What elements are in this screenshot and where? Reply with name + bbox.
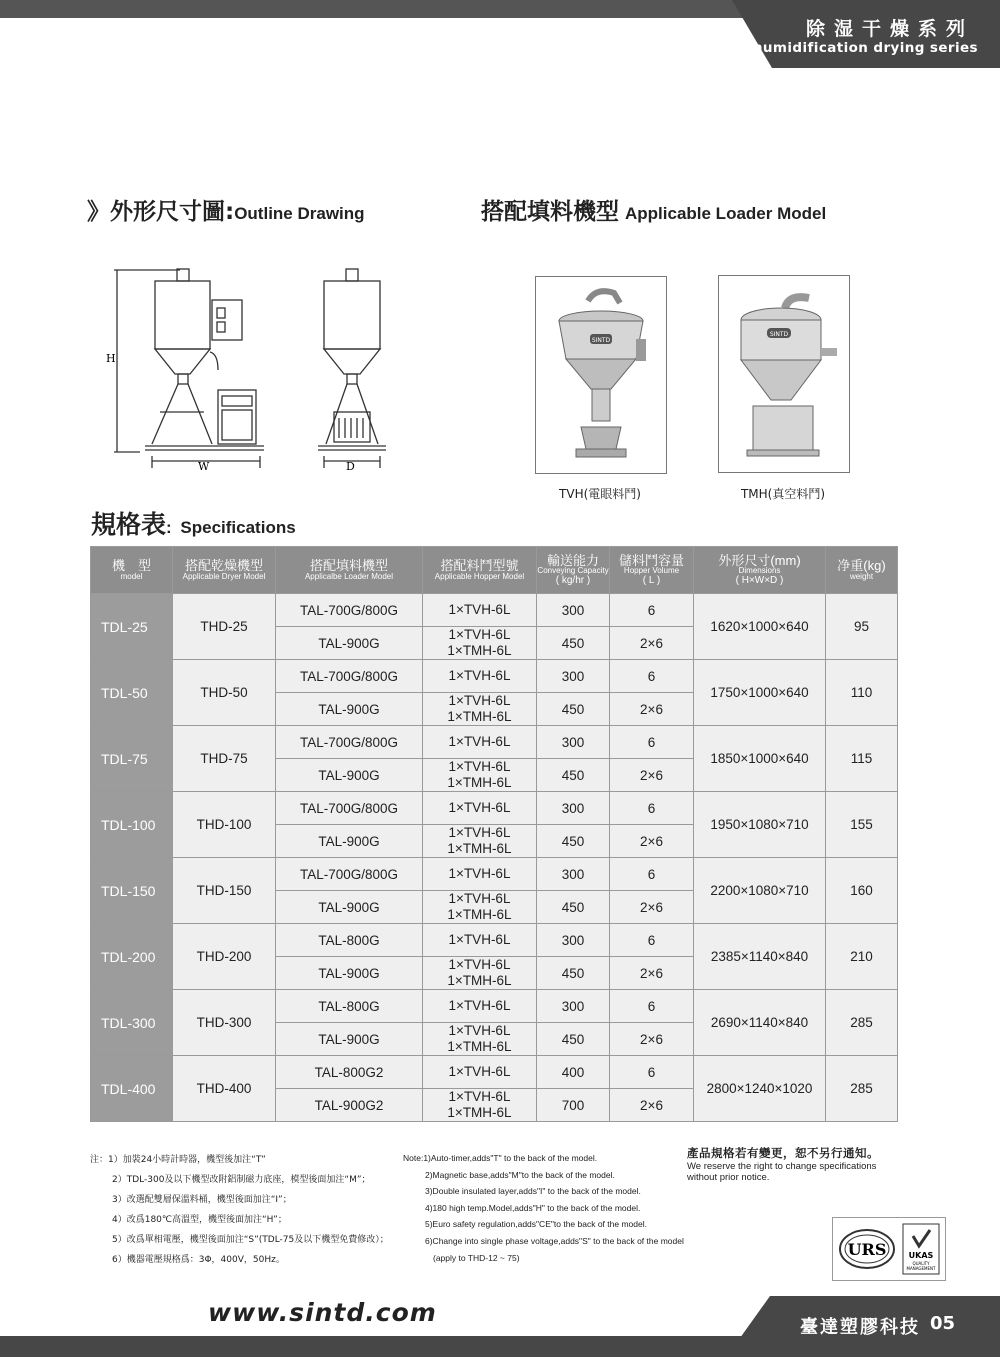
spec-header-en: Hopper Volume bbox=[623, 566, 680, 576]
loader-cell: TAL-900G bbox=[276, 1023, 423, 1056]
loader-cell: TAL-800G2 bbox=[276, 1056, 423, 1089]
dryer-cell: THD-150 bbox=[173, 858, 276, 924]
certification-logos bbox=[833, 1218, 945, 1280]
table-row bbox=[91, 660, 898, 693]
outline-heading-cn: 》外形尺寸圖: bbox=[87, 199, 235, 225]
volume-cell: 2×6 bbox=[610, 759, 694, 792]
spec-header-cn: 機 型 bbox=[111, 557, 151, 573]
capacity-cell: 300 bbox=[537, 594, 610, 627]
tmh-brand-label: SINTD bbox=[769, 331, 789, 338]
capacity-cell: 300 bbox=[537, 924, 610, 957]
loader-heading bbox=[481, 193, 826, 226]
page-number: 05 bbox=[929, 1313, 955, 1334]
dryer-cell: THD-200 bbox=[173, 924, 276, 990]
hopper-line-2: 1×TMH-6L bbox=[447, 709, 512, 724]
weight-cell: 160 bbox=[826, 858, 898, 924]
ukas-sub-1: QUALITY bbox=[912, 1261, 930, 1266]
capacity-cell: 300 bbox=[537, 858, 610, 891]
volume-cell: 2×6 bbox=[610, 825, 694, 858]
series-title-en: Dehumidification drying series bbox=[731, 40, 978, 56]
loader-cell: TAL-700G/800G bbox=[276, 858, 423, 891]
dryer-cell: THD-75 bbox=[173, 726, 276, 792]
hopper-line-2: 1×TMH-6L bbox=[447, 775, 512, 790]
loader-heading-cn: 搭配填料機型 bbox=[481, 199, 619, 225]
capacity-cell: 700 bbox=[537, 1089, 610, 1122]
spec-header-cn: 搭配填料機型 bbox=[309, 557, 388, 573]
outline-heading bbox=[87, 193, 365, 226]
spec-header-en: Applicable Hopper Model bbox=[434, 571, 525, 581]
hopper-line-1: 1×TVH-6L bbox=[448, 602, 511, 617]
loader-heading-en: Applicable Loader Model bbox=[625, 204, 827, 223]
hopper-line-1: 1×TVH-6L bbox=[448, 800, 511, 815]
volume-cell: 6 bbox=[610, 990, 694, 1023]
certification-box bbox=[832, 1217, 946, 1281]
loader-cell: TAL-900G2 bbox=[276, 1089, 423, 1122]
hopper-line-1: 1×TVH-6L bbox=[448, 627, 511, 642]
dimensions-cell: 1620×1000×640 bbox=[694, 594, 826, 660]
loader-cell: TAL-700G/800G bbox=[276, 660, 423, 693]
weight-cell: 95 bbox=[826, 594, 898, 660]
hopper-cell bbox=[423, 594, 537, 627]
spec-header-en: Conveying Capacity bbox=[537, 566, 609, 576]
spec-header-en: Dimensions bbox=[738, 566, 781, 576]
spec-header-4 bbox=[537, 547, 610, 594]
note-cn-2: 2）TDL-300及以下機型改附鋁制磁力底座，模型後面加注“M”； bbox=[112, 1175, 371, 1185]
hopper-line-1: 1×TVH-6L bbox=[448, 1023, 511, 1038]
weight-cell: 110 bbox=[826, 660, 898, 726]
table-row bbox=[91, 858, 898, 891]
capacity-cell: 450 bbox=[537, 759, 610, 792]
spec-header-6 bbox=[694, 547, 826, 594]
series-title-cn: 除湿干燥系列 bbox=[805, 18, 974, 40]
hopper-line-2: 1×TMH-6L bbox=[447, 1039, 512, 1054]
volume-cell: 6 bbox=[610, 726, 694, 759]
dryer-cell: THD-100 bbox=[173, 792, 276, 858]
spec-header-cn: 搭配乾燥機型 bbox=[184, 557, 263, 573]
dimensions-cell: 1950×1080×710 bbox=[694, 792, 826, 858]
model-cell: TDL-75 bbox=[91, 726, 173, 792]
loader-cell: TAL-700G/800G bbox=[276, 726, 423, 759]
spec-header-row bbox=[91, 547, 898, 594]
tvh-brand-label: SINTD bbox=[591, 337, 611, 344]
weight-cell: 115 bbox=[826, 726, 898, 792]
volume-cell: 2×6 bbox=[610, 1089, 694, 1122]
loader-cell: TAL-900G bbox=[276, 693, 423, 726]
loader-cell: TAL-700G/800G bbox=[276, 792, 423, 825]
note-cn-3: 3）改選配雙層保溫料桶，機型後面加注“I”； bbox=[112, 1195, 292, 1205]
model-cell: TDL-300 bbox=[91, 990, 173, 1056]
outline-drawing-front bbox=[100, 262, 280, 477]
spec-table bbox=[90, 546, 898, 1122]
label-d: D bbox=[346, 460, 355, 473]
hopper-line-1: 1×TVH-6L bbox=[448, 1089, 511, 1104]
dimensions-cell: 2690×1140×840 bbox=[694, 990, 826, 1056]
spec-header-unit: ( L ) bbox=[642, 574, 661, 586]
note-en-2: 2)Magnetic base,adds"M"to the back of the model. bbox=[425, 1169, 615, 1180]
note-en-5: 5)Euro safety regulation,adds"CE"to the back of the model. bbox=[425, 1219, 647, 1230]
dryer-cell: THD-300 bbox=[173, 990, 276, 1056]
weight-cell: 155 bbox=[826, 792, 898, 858]
dimensions-cell: 2800×1240×1020 bbox=[694, 1056, 826, 1122]
spec-heading-en: Specifications bbox=[180, 518, 296, 537]
hopper-cell bbox=[423, 792, 537, 825]
loader-cell: TAL-700G/800G bbox=[276, 594, 423, 627]
hopper-line-2: 1×TMH-6L bbox=[447, 973, 512, 988]
weight-cell: 285 bbox=[826, 1056, 898, 1122]
weight-cell: 285 bbox=[826, 990, 898, 1056]
dimensions-cell: 1750×1000×640 bbox=[694, 660, 826, 726]
hopper-cell bbox=[423, 627, 537, 660]
hopper-line-1: 1×TVH-6L bbox=[448, 1064, 511, 1079]
weight-cell: 210 bbox=[826, 924, 898, 990]
hopper-line-2: 1×TMH-6L bbox=[447, 907, 512, 922]
notes-cn bbox=[90, 1150, 389, 1270]
spec-body bbox=[91, 594, 898, 1122]
loader-cell: TAL-800G bbox=[276, 924, 423, 957]
spec-header-en: Applicable Dryer Model bbox=[182, 571, 266, 581]
volume-cell: 2×6 bbox=[610, 627, 694, 660]
hopper-line-1: 1×TVH-6L bbox=[448, 734, 511, 749]
caption-tvh: TVH(電眼料鬥) bbox=[559, 487, 641, 501]
note-en-6: 6)Change into single phase voltage,adds"S" to the back of the model bbox=[425, 1235, 684, 1246]
capacity-cell: 450 bbox=[537, 891, 610, 924]
note-en-4: 4)180 high temp.Model,adds"H" to the back of the model. bbox=[425, 1202, 641, 1213]
model-cell: TDL-150 bbox=[91, 858, 173, 924]
note-cn-4: 4）改爲180℃高溫型，機型後面加注“H”； bbox=[112, 1215, 287, 1225]
volume-cell: 2×6 bbox=[610, 891, 694, 924]
spec-header-cn: 净重(kg) bbox=[837, 557, 886, 573]
spec-heading bbox=[91, 505, 296, 541]
hopper-cell bbox=[423, 1056, 537, 1089]
hopper-cell bbox=[423, 693, 537, 726]
hopper-line-1: 1×TVH-6L bbox=[448, 957, 511, 972]
ukas-logo-text: UKAS bbox=[908, 1251, 934, 1260]
urs-logo-text: URS bbox=[847, 1240, 887, 1259]
dryer-cell: THD-25 bbox=[173, 594, 276, 660]
capacity-cell: 300 bbox=[537, 792, 610, 825]
hopper-line-1: 1×TVH-6L bbox=[448, 825, 511, 840]
reserve-notice-en: We reserve the right to change specifications without prior notice. bbox=[687, 1161, 877, 1183]
volume-cell: 6 bbox=[610, 594, 694, 627]
hopper-cell bbox=[423, 726, 537, 759]
table-row bbox=[91, 792, 898, 825]
hopper-line-1: 1×TVH-6L bbox=[448, 891, 511, 906]
spec-heading-sep: : bbox=[166, 518, 172, 537]
hopper-line-2: 1×TMH-6L bbox=[447, 643, 512, 658]
volume-cell: 2×6 bbox=[610, 1023, 694, 1056]
caption-tmh: TMH(真空料鬥) bbox=[740, 487, 826, 501]
spec-header-cn: 搭配料鬥型號 bbox=[440, 557, 519, 573]
capacity-cell: 450 bbox=[537, 1023, 610, 1056]
model-cell: TDL-100 bbox=[91, 792, 173, 858]
spec-header-unit: ( H×W×D ) bbox=[735, 574, 784, 586]
loader-cell: TAL-800G bbox=[276, 990, 423, 1023]
dryer-cell: THD-50 bbox=[173, 660, 276, 726]
volume-cell: 6 bbox=[610, 660, 694, 693]
table-row bbox=[91, 990, 898, 1023]
loader-cell: TAL-900G bbox=[276, 627, 423, 660]
table-row bbox=[91, 924, 898, 957]
capacity-cell: 400 bbox=[537, 1056, 610, 1089]
loader-cell: TAL-900G bbox=[276, 759, 423, 792]
notes-en bbox=[403, 1150, 684, 1266]
spec-header-cn: 外形尺寸(mm) bbox=[718, 552, 801, 568]
reserve-notice-cn: 產品規格若有變更，恕不另行通知。 bbox=[687, 1146, 879, 1160]
hopper-line-1: 1×TVH-6L bbox=[448, 759, 511, 774]
spec-header-2 bbox=[276, 547, 423, 594]
capacity-cell: 300 bbox=[537, 660, 610, 693]
volume-cell: 6 bbox=[610, 858, 694, 891]
hopper-line-1: 1×TVH-6L bbox=[448, 866, 511, 881]
spec-header-7 bbox=[826, 547, 898, 594]
dimensions-cell: 2385×1140×840 bbox=[694, 924, 826, 990]
website-url[interactable]: www.sintd.com bbox=[208, 1298, 437, 1327]
hopper-cell bbox=[423, 660, 537, 693]
note-cn-1: 注：1）加裝24小時計時器，機型後加注“T” bbox=[90, 1155, 266, 1165]
hopper-line-1: 1×TVH-6L bbox=[448, 668, 511, 683]
table-row bbox=[91, 594, 898, 627]
capacity-cell: 450 bbox=[537, 627, 610, 660]
hopper-cell bbox=[423, 924, 537, 957]
company-name: 臺達塑膠科技 bbox=[800, 1317, 920, 1338]
hopper-cell bbox=[423, 1089, 537, 1122]
capacity-cell: 300 bbox=[537, 726, 610, 759]
hopper-cell bbox=[423, 990, 537, 1023]
model-cell: TDL-50 bbox=[91, 660, 173, 726]
note-cn-6: 6）機器電壓規格爲：3Φ，400V，50Hz。 bbox=[112, 1255, 285, 1265]
note-en-3: 3)Double insulated layer,adds"I" to the back of the model. bbox=[425, 1186, 641, 1197]
loader-cell: TAL-900G bbox=[276, 891, 423, 924]
hopper-cell bbox=[423, 759, 537, 792]
spec-header-en: model bbox=[120, 571, 143, 581]
tmh-loader-image bbox=[719, 276, 849, 472]
hopper-line-2: 1×TMH-6L bbox=[447, 1105, 512, 1120]
spec-header-1 bbox=[173, 547, 276, 594]
table-row bbox=[91, 726, 898, 759]
hopper-cell bbox=[423, 1023, 537, 1056]
spec-header-en: weight bbox=[849, 571, 874, 581]
spec-header-cn: 儲料鬥容量 bbox=[618, 552, 684, 568]
spec-header-cn: 輸送能力 bbox=[546, 552, 599, 568]
spec-header-en: Applicalbe Loader Model bbox=[304, 571, 394, 581]
capacity-cell: 450 bbox=[537, 693, 610, 726]
model-cell: TDL-400 bbox=[91, 1056, 173, 1122]
hopper-cell bbox=[423, 957, 537, 990]
photo-tmh bbox=[718, 275, 850, 473]
spec-heading-cn: 規格表 bbox=[91, 510, 167, 539]
note-en-7: (apply to THD-12 ~ 75) bbox=[433, 1252, 520, 1263]
volume-cell: 2×6 bbox=[610, 957, 694, 990]
hopper-cell bbox=[423, 858, 537, 891]
capacity-cell: 450 bbox=[537, 957, 610, 990]
dimensions-cell: 1850×1000×640 bbox=[694, 726, 826, 792]
note-en-1: Note:1)Auto-timer,adds"T" to the back of the model. bbox=[403, 1153, 598, 1163]
capacity-cell: 300 bbox=[537, 990, 610, 1023]
spec-header-unit: ( kg/hr ) bbox=[555, 574, 591, 586]
spec-header-0 bbox=[91, 547, 173, 594]
spec-header-3 bbox=[423, 547, 537, 594]
model-cell: TDL-200 bbox=[91, 924, 173, 990]
table-row bbox=[91, 1056, 898, 1089]
hopper-line-1: 1×TVH-6L bbox=[448, 693, 511, 708]
note-cn-5: 5）改爲單相電壓，機型後面加注“S”(TDL-75及以下機型免費修改）； bbox=[112, 1235, 389, 1245]
volume-cell: 6 bbox=[610, 792, 694, 825]
ukas-sub-2: MANAGEMENT bbox=[906, 1266, 936, 1271]
outline-drawing-side bbox=[308, 262, 398, 477]
outline-heading-en: Outline Drawing bbox=[234, 204, 365, 223]
loader-cell: TAL-900G bbox=[276, 957, 423, 990]
volume-cell: 6 bbox=[610, 924, 694, 957]
photo-tvh bbox=[535, 276, 667, 474]
hopper-line-1: 1×TVH-6L bbox=[448, 932, 511, 947]
model-cell: TDL-25 bbox=[91, 594, 173, 660]
label-w: W bbox=[198, 460, 210, 473]
hopper-line-1: 1×TVH-6L bbox=[448, 998, 511, 1013]
tvh-loader-image bbox=[536, 277, 666, 473]
label-h: H bbox=[106, 352, 116, 365]
volume-cell: 2×6 bbox=[610, 693, 694, 726]
hopper-line-2: 1×TMH-6L bbox=[447, 841, 512, 856]
loader-cell: TAL-900G bbox=[276, 825, 423, 858]
capacity-cell: 450 bbox=[537, 825, 610, 858]
dryer-cell: THD-400 bbox=[173, 1056, 276, 1122]
spec-header-5 bbox=[610, 547, 694, 594]
hopper-cell bbox=[423, 825, 537, 858]
hopper-cell bbox=[423, 891, 537, 924]
dimensions-cell: 2200×1080×710 bbox=[694, 858, 826, 924]
volume-cell: 6 bbox=[610, 1056, 694, 1089]
